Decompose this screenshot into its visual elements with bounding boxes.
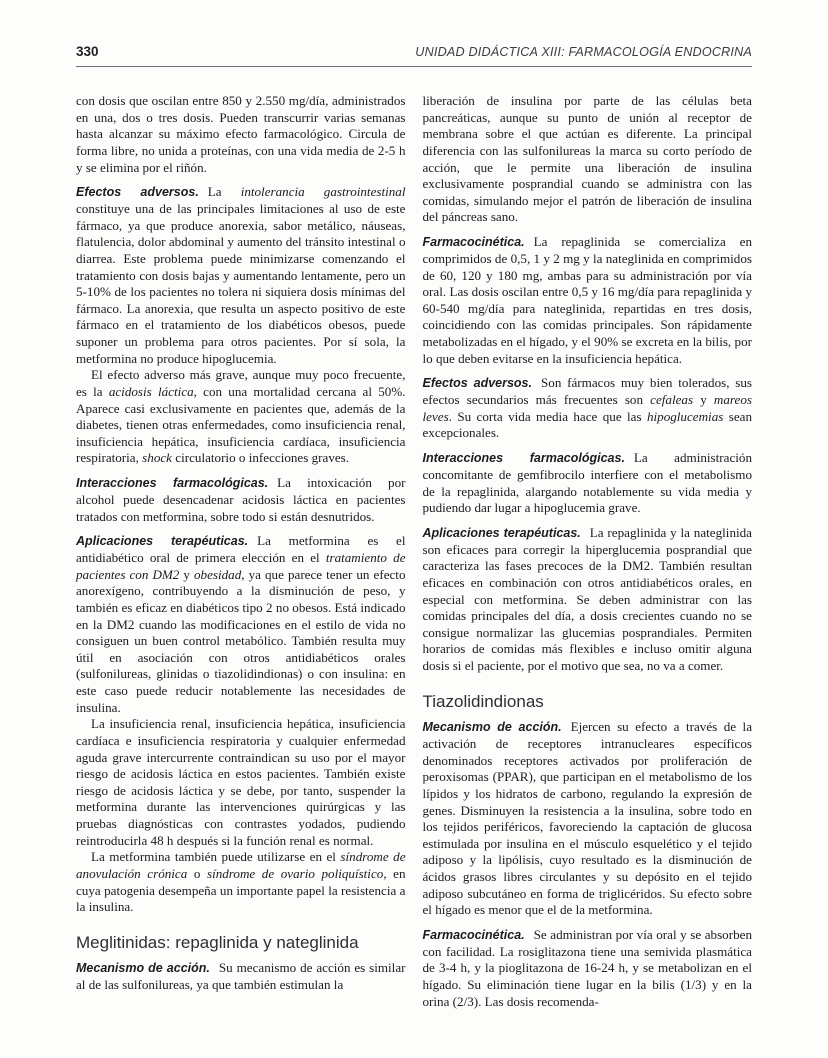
paragraph-label: Farmacocinética. — [422, 927, 525, 942]
paragraph: Interacciones farmacológicas. La intoxicación por alcohol puede desencadenar acidosis láctica en pacientes tratados con metformina, sobre todo si están desnutridos. — [76, 475, 406, 524]
paragraph-label: Aplicaciones terapéuticas. — [422, 525, 581, 540]
paragraph: Efectos adversos. La intolerancia gastrointestinal constituye una de las principales limitaciones al uso de este fármaco, ya que produce anorexia, sabor metálico, náuseas, flatulencia, dolor abdominal y aumento del tránsito intestinal o diarrea. Este problema puede minimizarse comenzando el tratamiento con dosis bajas y aumentando lentamente, pero un 5-10% de los pacientes no tolera ni siquiera dosis mínimas del fármaco. La anorexia, que resulta un aspecto positivo de este fármaco en el tratamiento de los diabéticos obesos, puede suponer un problema para otros pacientes. Por sí sola, la metformina no produce hipoglucemia. — [76, 184, 406, 366]
paragraph: Farmacocinética. La repaglinida se comercializa en comprimidos de 0,5, 1 y 2 mg y la nateglinida en comprimidos de 60, 120 y 180 mg, ambas para su administración por vía oral. Las dosis oscilan entre 0,5 y 16 mg/día para repaglinida y 60-540 mg/día para nateglinida, repartidas en tres dosis, coincidiendo con las comidas principales. Son rápidamente metabolizadas en el hígado, y el 90% se excreta en la bilis, por lo que deben evitarse en la insuficiencia hepática. — [422, 234, 752, 366]
paragraph: liberación de insulina por parte de las células beta pancreáticas, aunque su punto de unión al receptor de membrana sobre el que actúan es diferente. La principal diferencia con las sulfonilureas la marca su corto período de acción, que le permite una liberación de insulina exclusivamente posprandial cuando se administra con las comidas, simulando mejor el patrón de liberación de insulina del páncreas sano. — [422, 93, 752, 225]
left-column — [76, 93, 406, 1010]
paragraph: El efecto adverso más grave, aunque muy poco frecuente, es la acidosis láctica, con una mortalidad cercana al 50%. Aparece casi exclusivamente en pacientes que, además de la diabetes, tienen otras enfermedades, como insuficiencia renal, insuficiencia hepática, insuficiencia cardíaca, insuficiencia respiratoria, shock circulatorio o infecciones graves. — [76, 367, 406, 466]
paragraph-label: Aplicaciones terapéuticas. — [76, 534, 249, 549]
paragraph: Interacciones farmacológicas. La administración concomitante de gemfibrocilo interfiere con el metabolismo de la repaglinida, alargando notablemente su vida media y pudiendo dar lugar a hipoglucemia grave. — [422, 450, 752, 516]
right-column — [423, 93, 753, 1010]
paragraph-label: Interacciones farmacológicas. — [76, 476, 269, 490]
page-header — [76, 44, 752, 59]
paragraph: La insuficiencia renal, insuficiencia hepática, insuficiencia cardíaca e insuficiencia respiratoria y cualquier enfermedad aguda grave intercurrente contraindican su uso por el mayor riesgo de acidosis láctica en estos pacientes. También existe riesgo de acidosis láctica y se debe, por tanto, suspender la metformina durante las intervenciones quirúrgicas y las pruebas diagnósticas con contrastes yodados, pudiendo reintroducirla 48 h después si la función renal es normal. — [76, 716, 406, 848]
section-heading: Meglitinidas: repaglinida y nateglinida — [76, 932, 359, 952]
page-number: 330 — [76, 44, 99, 59]
paragraph: Mecanismo de acción. Ejercen su efecto a través de la activación de receptores intranucleares específicos denominados receptores activados por proliferación de peroxisomas (PPAR), que participan en el metabolismo de los lípidos y los hidratos de carbono, regulando la expresión de genes. Disminuyen la resistencia a la insulina, sobre todo en los tejidos periféricos, favoreciendo la captación de glucosa estimulada por insulina en el músculo esquelético y el tejido adiposo y la lipólisis, cuyo resultado es la disminución de ácidos grasos libres circulantes y su depósito en el tejido adiposo subcutáneo en forma de triglicéridos. Su efecto sobre el hígado es menor que el de la metformina. — [422, 719, 752, 918]
header-rule — [76, 66, 752, 67]
paragraph-label: Mecanismo de acción. — [76, 961, 210, 976]
paragraph-label: Farmacocinética. — [422, 235, 525, 249]
paragraph: Efectos adversos. Son fármacos muy bien tolerados, sus efectos secundarios más frecuentes son cefaleas y mareos leves. Su corta vida media hace que las hipoglucemias sean excepcionales. — [422, 375, 752, 441]
paragraph: Aplicaciones terapéuticas. La repaglinida y la nateglinida son eficaces para corregir la hiperglucemia posprandial que caracteriza las fases precoces de la DM2. También resultan eficaces en combinación con otros antidiabéticos orales, en especial con metformina. Se deben administrar con las comidas principales del día, a dosis crecientes cuando no se consigue normalizar las glucemias posprandiales. Permiten horarios de comidas más flexibles e incluso omitir alguna dosis si el paciente, por el motivo que sea, no va a comer. — [422, 524, 752, 673]
paragraph-label: Interacciones farmacológicas. — [422, 451, 625, 465]
running-head: UNIDAD DIDÁCTICA XIII: FARMACOLOGÍA ENDOCRINA — [415, 45, 752, 59]
paragraph: Mecanismo de acción. Su mecanismo de acción es similar al de las sulfonilureas, ya que también estimulan la — [76, 960, 406, 993]
paragraph: con dosis que oscilan entre 850 y 2.550 mg/día, administrados en una, dos o tres dosis. Pueden transcurrir varias semanas hasta alcanzar su máximo efecto farmacológico. Circula de forma libre, no unida a proteínas, con una vida media de 2-5 h y se elimina por el riñón. — [76, 93, 406, 175]
paragraph: Aplicaciones terapéuticas. La metformina es el antidiabético oral de primera elección en el tratamiento de pacientes con DM2 y obesidad, ya que parece tener un efecto anorexígeno, contribuyendo a la disminución de peso, y también es eficaz en diabéticos tipo 2 no obesos. Está indicado en la DM2 cuando las modificaciones en el estilo de vida no consiguen un buen control metabólico. También resulta muy útil en asociación con otros antidiabéticos orales (sulfonilureas, glinidas o tiazolidindionas) o con insulina: en este caso puede reducir notablemente las necesidades de insulina. — [76, 533, 406, 715]
paragraph: La metformina también puede utilizarse en el síndrome de anovulación crónica o síndrome de ovario poliquístico, en cuya patogenia desempeña un importante papel la resistencia a la insulina. — [76, 849, 406, 915]
paragraph-label: Efectos adversos. — [422, 376, 532, 391]
paragraph-label: Mecanismo de acción. — [422, 720, 562, 735]
paragraph: Farmacocinética. Se administran por vía oral y se absorben con facilidad. La rosiglitazona tiene una semivida plasmática de 3-4 h, y la pioglitazona de 16-24 h, y se metabolizan en el hígado. Su eliminación tiene lugar en la bilis (1/3) y en la orina (2/3). Las dosis recomenda- — [422, 926, 752, 1009]
section-heading: Tiazolidindionas — [422, 691, 544, 711]
paragraph-label: Efectos adversos. — [76, 185, 199, 200]
page-body — [76, 93, 752, 1010]
